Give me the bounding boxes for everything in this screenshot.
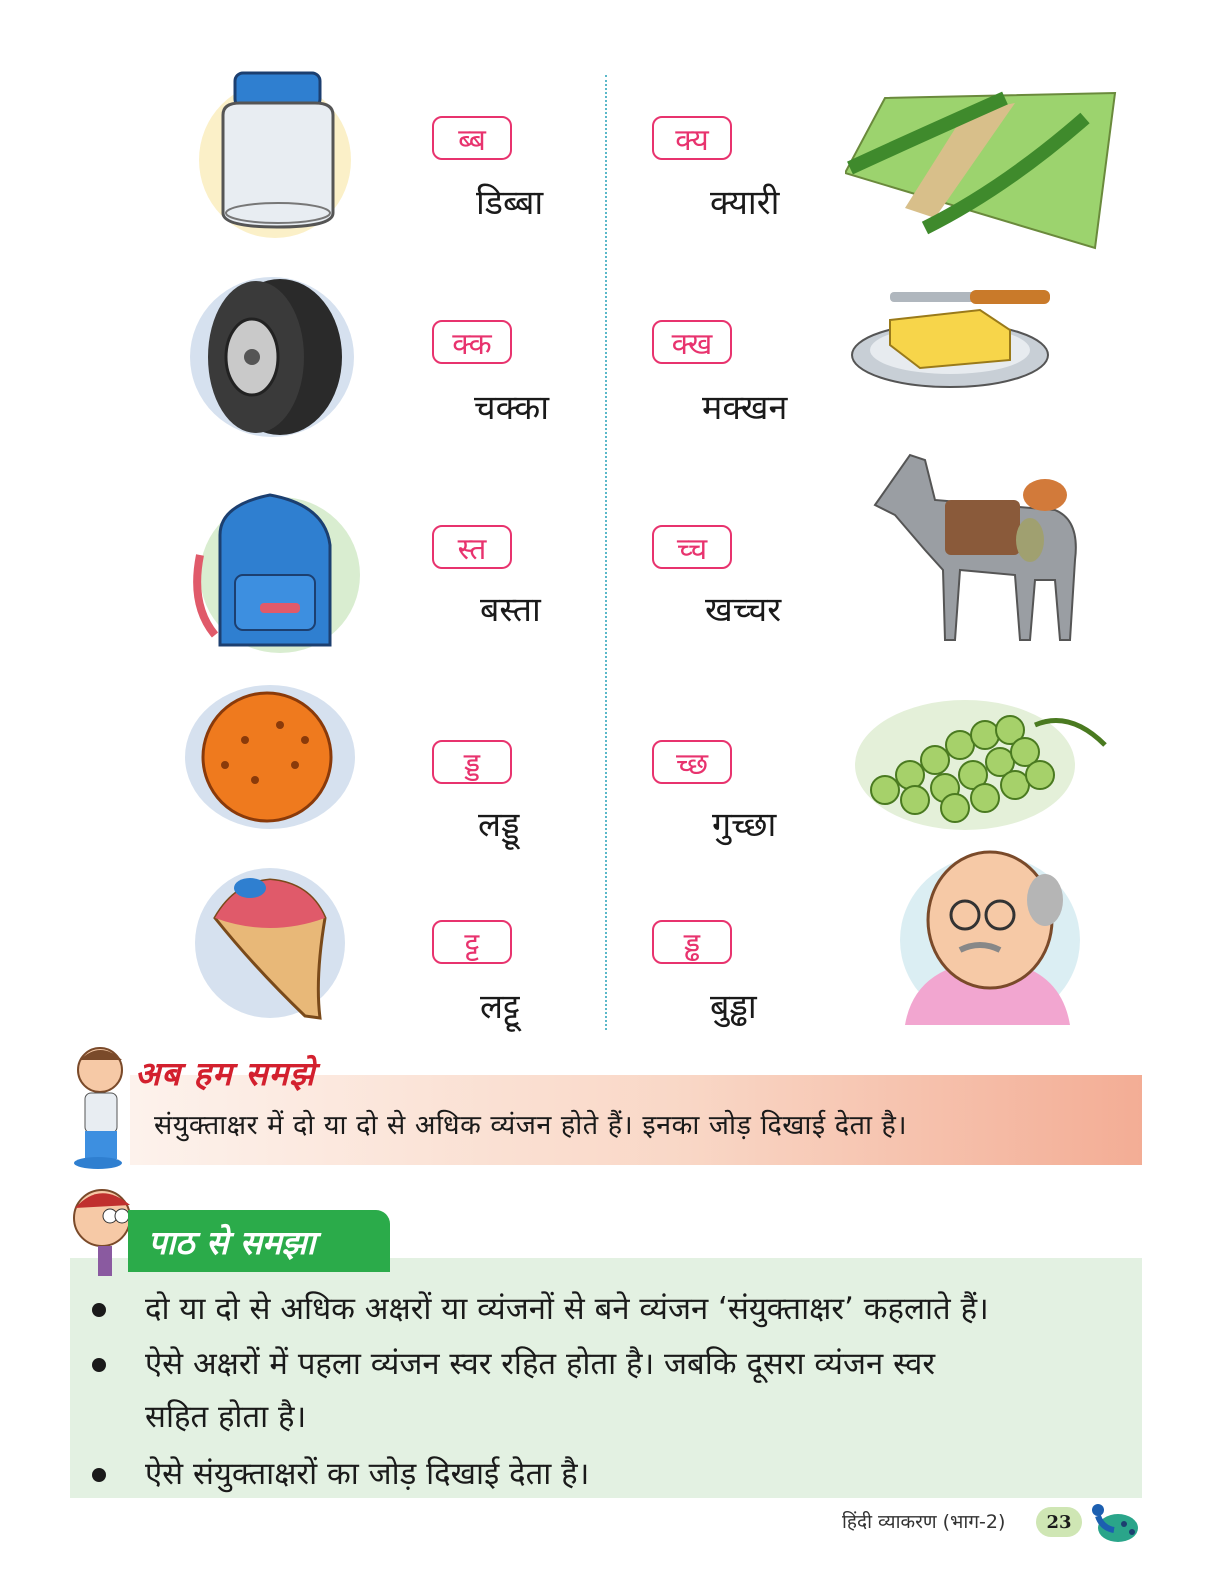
example-word: चक्का [474, 388, 550, 428]
example-word: लड्डू [478, 805, 520, 845]
butter-icon [850, 280, 1055, 390]
page-number: 23 [1036, 1507, 1082, 1537]
laddoo-icon [185, 685, 355, 830]
lesson-point: दो या दो से अधिक अक्षरों या व्यंजनों से बने व्यंजन ‘संयुक्ताक्षर’ कहलाते हैं। [145, 1291, 989, 1327]
example-word: क्यारी [710, 183, 780, 223]
bullet-icon [92, 1468, 106, 1482]
example-word: डिब्बा [476, 183, 544, 223]
conjunct-box: ड्ड [432, 740, 512, 784]
column-divider [605, 75, 607, 1030]
summary-text: संयुक्ताक्षर में दो या दो से अधिक व्यंजन होते हैं। इनका जोड़ दिखाई देता है। [154, 1110, 908, 1141]
tyre-icon [190, 275, 355, 440]
conjunct-box: च्छ [652, 740, 732, 784]
bullet-icon [92, 1358, 106, 1372]
jar-icon [195, 65, 355, 240]
spinning-top-icon [195, 868, 345, 1023]
bullet-icon [92, 1303, 106, 1317]
example-word: बुड्ढा [710, 987, 757, 1027]
conjunct-box: ड्ढ [652, 920, 732, 964]
example-word: गुच्छा [712, 805, 777, 845]
example-word: लट्टू [480, 987, 520, 1027]
example-word: बस्ता [480, 590, 541, 630]
old-man-icon [895, 845, 1080, 1025]
lesson-point: ऐसे संयुक्ताक्षरों का जोड़ दिखाई देता है। [145, 1456, 590, 1492]
summary-title: अब हम समझे [135, 1054, 316, 1093]
example-word: मक्खन [702, 388, 788, 428]
lesson-point: ऐसे अक्षरों में पहला व्यंजन स्वर रहित होता है। जबकि दूसरा व्यंजन स्वर [145, 1346, 936, 1382]
lesson-point: सहित होता है। [145, 1399, 307, 1435]
peacock-icon [1084, 1496, 1139, 1546]
conjunct-box: क्क [432, 320, 512, 364]
conjunct-box: ब्ब [432, 116, 512, 160]
boy-mascot-head-icon [70, 1180, 135, 1280]
conjunct-box: स्त [432, 525, 512, 569]
lesson-title: पाठ से समझा [128, 1210, 390, 1272]
book-title: हिंदी व्याकरण (भाग-2) [842, 1511, 1006, 1533]
conjunct-box: क्य [652, 116, 732, 160]
conjunct-box: क्ख [652, 320, 732, 364]
conjunct-box: च्च [652, 525, 732, 569]
example-word: खच्चर [705, 590, 782, 630]
boy-mascot-icon [70, 1045, 135, 1170]
grapes-icon [855, 690, 1115, 830]
school-bag-icon [180, 485, 360, 655]
garden-bed-icon [845, 78, 1120, 253]
mule-icon [865, 440, 1100, 650]
conjunct-box: ट्ट [432, 920, 512, 964]
